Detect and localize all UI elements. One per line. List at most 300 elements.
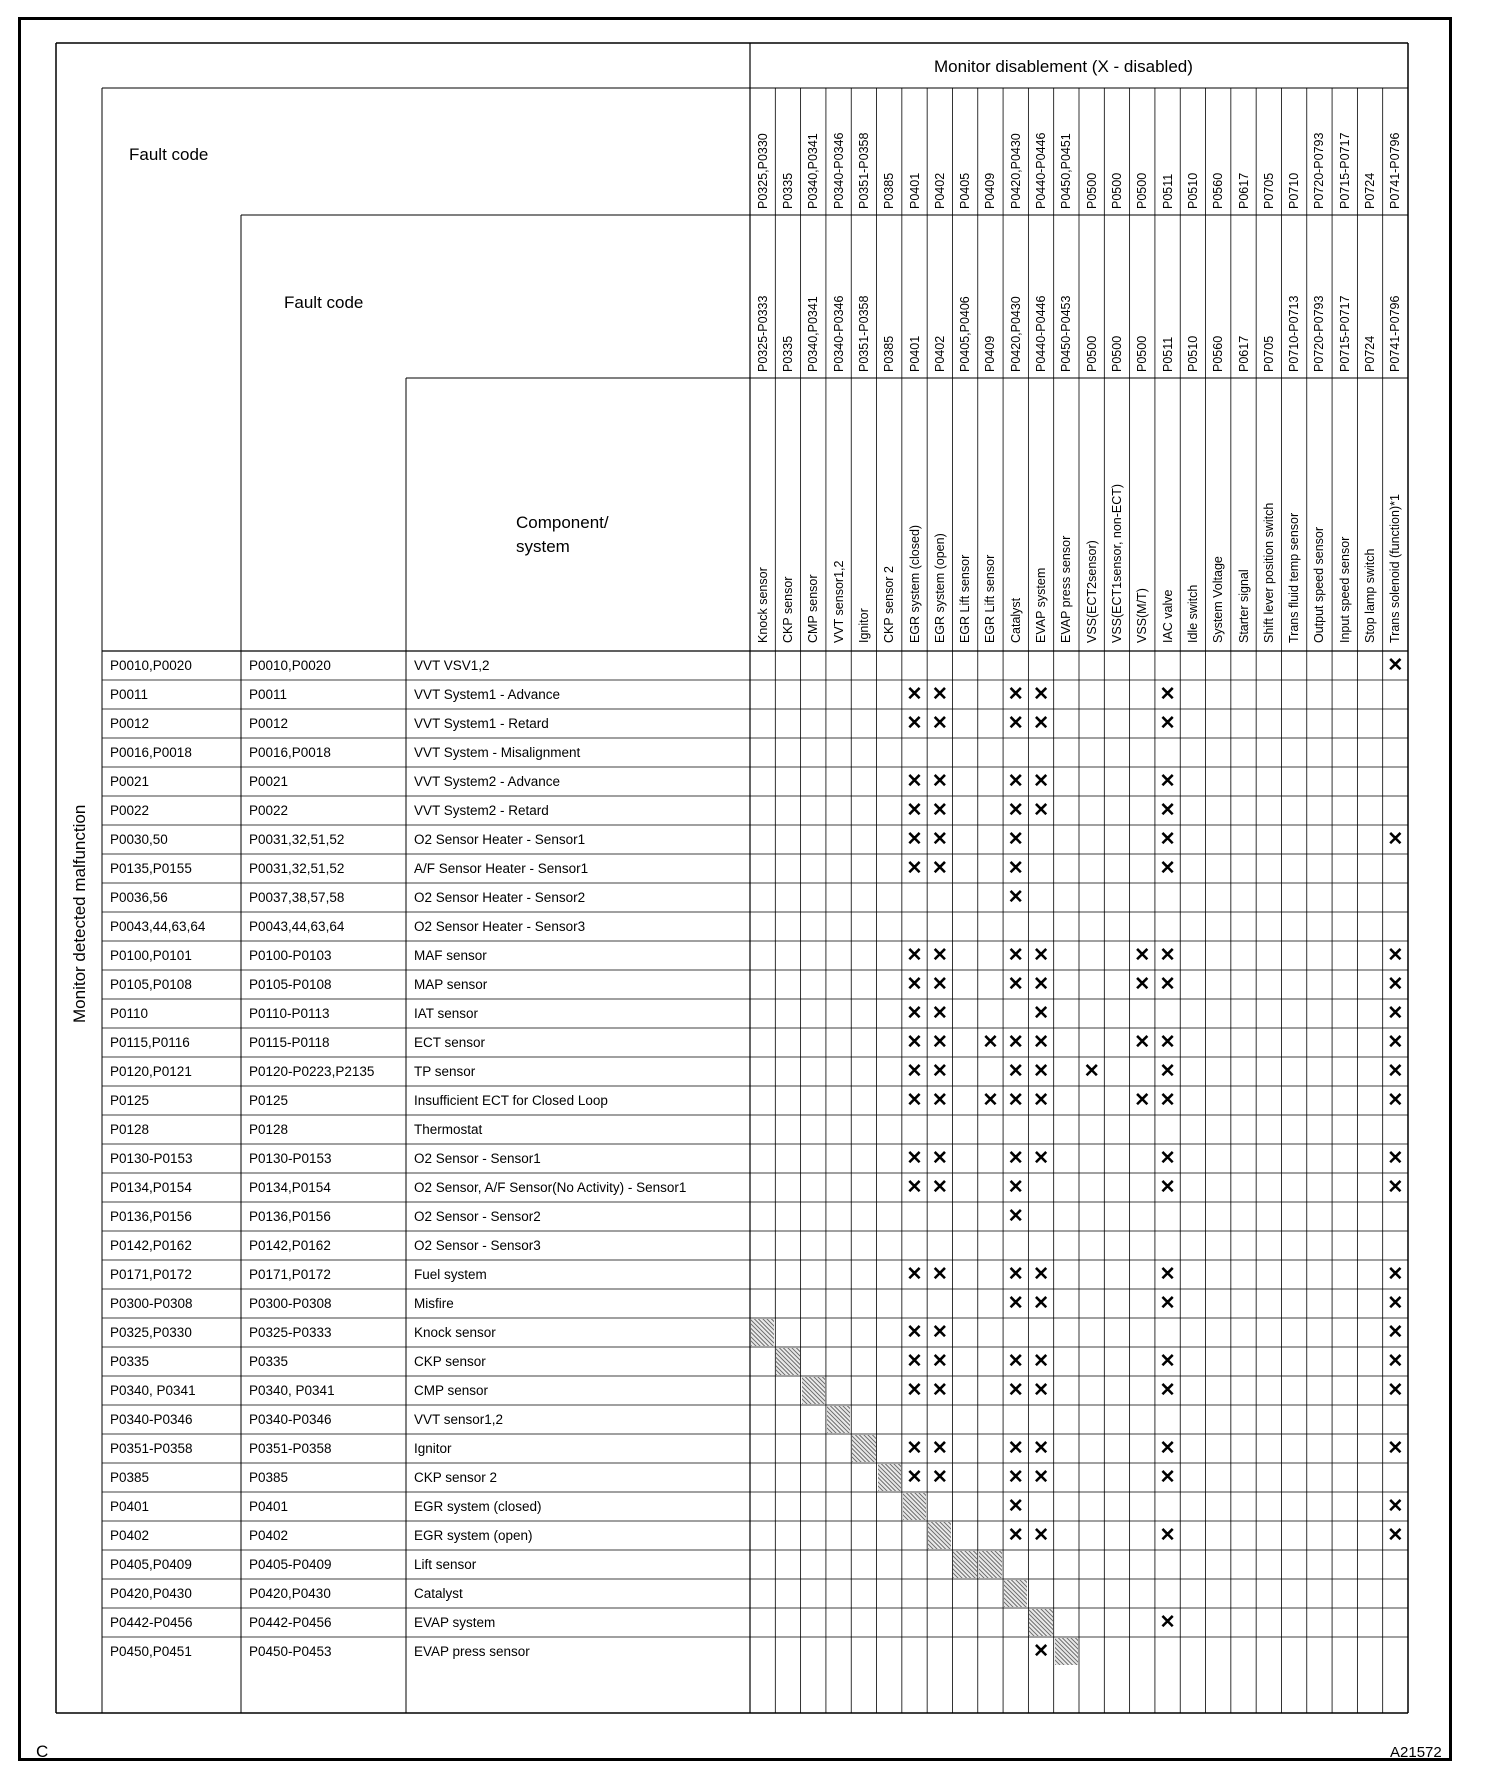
row-fault-code-detail: P0012 [249, 716, 289, 731]
row-component: MAP sensor [414, 977, 488, 992]
disabled-mark: ✕ [906, 713, 923, 734]
disabled-mark: ✕ [1007, 1525, 1024, 1546]
row-fault-code-detail: P0450-P0453 [249, 1644, 332, 1659]
disabled-mark: ✕ [906, 1061, 923, 1082]
row-fault-code-detail: P0136,P0156 [249, 1209, 331, 1224]
disabled-mark: ✕ [1159, 684, 1176, 705]
disabled-mark: ✕ [1033, 1525, 1049, 1546]
disabled-mark: ✕ [931, 771, 948, 792]
disabled-mark: ✕ [1007, 713, 1024, 734]
column-code-top: P0710 [1287, 172, 1302, 209]
disabled-mark: ✕ [1033, 1467, 1049, 1488]
disabled-mark: ✕ [1159, 858, 1176, 879]
disabled-mark: ✕ [1134, 945, 1151, 966]
disabled-mark: ✕ [982, 1090, 999, 1111]
row-fault-code: P0010,P0020 [110, 658, 192, 673]
column-code-mid: P0710-P0713 [1287, 295, 1302, 372]
disabled-mark: ✕ [1387, 974, 1404, 995]
disabled-mark: ✕ [1159, 1612, 1176, 1633]
disabled-mark: ✕ [1007, 1351, 1024, 1372]
disabled-mark: ✕ [931, 1467, 948, 1488]
disabled-mark: ✕ [1007, 1264, 1024, 1285]
column-component: System Voltage [1211, 556, 1226, 643]
column-component: Knock sensor [755, 567, 770, 643]
row-fault-code: P0325,P0330 [110, 1325, 192, 1340]
column-component: Output speed sensor [1312, 526, 1327, 643]
row-fault-code: P0335 [110, 1354, 150, 1369]
disabled-mark: ✕ [1033, 1264, 1049, 1285]
disabled-mark: ✕ [1387, 1061, 1404, 1082]
self-cell-shade [751, 1319, 774, 1346]
column-component: EVAP system [1034, 567, 1049, 643]
disabled-mark: ✕ [1007, 974, 1024, 995]
disabled-mark: ✕ [931, 800, 948, 821]
monitor-disablement-table [56, 43, 1408, 1713]
disabled-mark: ✕ [1007, 1496, 1024, 1517]
self-cell-shade [827, 1406, 850, 1433]
column-code-top: P0724 [1363, 172, 1378, 209]
disabled-mark: ✕ [1159, 829, 1176, 850]
row-component: Misfire [414, 1296, 454, 1311]
column-code-mid: P0500 [1084, 335, 1099, 372]
row-fault-code-detail: P0325-P0333 [249, 1325, 332, 1340]
disabled-mark: ✕ [1387, 1003, 1404, 1024]
disabled-mark: ✕ [1159, 1032, 1176, 1053]
row-fault-code: P0385 [110, 1470, 150, 1485]
disabled-mark: ✕ [1387, 1496, 1404, 1517]
disabled-mark: ✕ [1159, 771, 1176, 792]
row-fault-code: P0300-P0308 [110, 1296, 193, 1311]
disabled-mark: ✕ [1387, 829, 1404, 850]
row-fault-code-detail: P0043,44,63,64 [249, 919, 345, 934]
column-code-top: P0401 [907, 172, 922, 209]
self-cell-shade [1004, 1580, 1027, 1607]
row-component: Thermostat [414, 1122, 483, 1137]
self-cell-shade [852, 1435, 875, 1462]
disabled-mark: ✕ [1033, 684, 1049, 705]
row-component: ECT sensor [414, 1035, 486, 1050]
disabled-mark: ✕ [931, 713, 948, 734]
column-code-mid: P0402 [932, 335, 947, 372]
column-code-mid: P0335 [780, 335, 795, 372]
row-fault-code: P0142,P0162 [110, 1238, 192, 1253]
column-code-mid: P0325-P0333 [755, 295, 770, 372]
disabled-mark: ✕ [1159, 1525, 1176, 1546]
row-component: Fuel system [414, 1267, 487, 1282]
disabled-mark: ✕ [906, 945, 923, 966]
disabled-mark: ✕ [982, 1032, 999, 1053]
row-fault-code-detail: P0401 [249, 1499, 289, 1514]
disabled-mark: ✕ [931, 1148, 948, 1169]
column-code-top: P0385 [882, 172, 897, 209]
disabled-mark: ✕ [1159, 713, 1176, 734]
disabled-mark: ✕ [906, 974, 923, 995]
row-fault-code: P0351-P0358 [110, 1441, 193, 1456]
disabled-mark: ✕ [1033, 945, 1049, 966]
disabled-mark: ✕ [931, 684, 948, 705]
row-fault-code-detail: P0021 [249, 774, 289, 789]
disabled-mark: ✕ [1387, 1293, 1404, 1314]
row-fault-code-detail: P0128 [249, 1122, 289, 1137]
row-fault-code: P0135,P0155 [110, 861, 192, 876]
disabled-mark: ✕ [1387, 1438, 1404, 1459]
column-component: IAC valve [1160, 589, 1175, 643]
disabled-mark: ✕ [931, 1380, 948, 1401]
disabled-mark: ✕ [906, 1148, 923, 1169]
row-component: CMP sensor [414, 1383, 489, 1398]
disabled-mark: ✕ [1159, 1467, 1176, 1488]
disabled-mark: ✕ [931, 1177, 948, 1198]
corner-letter: C [36, 1742, 49, 1761]
disabled-mark: ✕ [906, 1032, 923, 1053]
disabled-mark: ✕ [1387, 1351, 1404, 1372]
disabled-mark: ✕ [1159, 1351, 1176, 1372]
self-cell-shade [979, 1551, 1002, 1578]
column-component: VSS(M/T) [1135, 588, 1150, 643]
column-code-top: P0440-P0446 [1034, 132, 1049, 209]
disabled-mark: ✕ [1007, 1061, 1024, 1082]
self-cell-shade [878, 1464, 901, 1491]
disabled-mark: ✕ [906, 1467, 923, 1488]
disabled-mark: ✕ [1033, 771, 1049, 792]
column-component: VSS(ECT1sensor, non-ECT) [1109, 483, 1124, 643]
row-component: VVT System2 - Advance [414, 774, 561, 789]
row-component: Insufficient ECT for Closed Loop [414, 1093, 608, 1108]
column-code-top: P0500 [1084, 172, 1099, 209]
row-fault-code-detail: P0442-P0456 [249, 1615, 332, 1630]
disabled-mark: ✕ [1033, 1090, 1049, 1111]
row-fault-code-detail: P0110-P0113 [249, 1006, 330, 1021]
column-code-mid: P0340-P0346 [831, 295, 846, 372]
column-code-mid: P0420,P0430 [1008, 296, 1023, 372]
row-fault-code: P0011 [110, 687, 149, 702]
row-fault-code-detail: P0105-P0108 [249, 977, 332, 992]
disabled-mark: ✕ [1007, 829, 1024, 850]
row-component: O2 Sensor - Sensor1 [414, 1151, 541, 1166]
column-component: VVT sensor1,2 [831, 560, 846, 643]
disabled-mark: ✕ [931, 945, 948, 966]
row-fault-code-detail: P0405-P0409 [249, 1557, 332, 1572]
column-code-mid: P0440-P0446 [1034, 295, 1049, 372]
column-code-top: P0617 [1236, 172, 1251, 209]
row-fault-code: P0021 [110, 774, 150, 789]
row-component: Ignitor [414, 1441, 452, 1456]
disabled-mark: ✕ [1007, 1467, 1024, 1488]
disabled-mark: ✕ [1159, 1061, 1176, 1082]
row-fault-code-detail: P0300-P0308 [249, 1296, 332, 1311]
row-fault-code-detail: P0142,P0162 [249, 1238, 331, 1253]
column-code-top: P0340-P0346 [831, 132, 846, 209]
row-fault-code: P0402 [110, 1528, 150, 1543]
disabled-mark: ✕ [906, 829, 923, 850]
disabled-mark: ✕ [931, 1032, 948, 1053]
disabled-mark: ✕ [1033, 713, 1049, 734]
disabled-mark: ✕ [931, 1090, 948, 1111]
self-cell-shade [1029, 1609, 1052, 1636]
row-fault-code: P0134,P0154 [110, 1180, 192, 1195]
disabled-mark: ✕ [931, 1003, 948, 1024]
row-component: VVT System2 - Retard [414, 803, 549, 818]
disabled-mark: ✕ [1387, 1264, 1404, 1285]
row-component: Lift sensor [414, 1557, 477, 1572]
disabled-mark: ✕ [1159, 974, 1176, 995]
row-group-label: Monitor detected malfunction [70, 804, 89, 1023]
row-component: A/F Sensor Heater - Sensor1 [414, 861, 589, 876]
self-cell-shade [928, 1522, 951, 1549]
row-fault-code-detail: P0130-P0153 [249, 1151, 332, 1166]
row-fault-code-detail: P0351-P0358 [249, 1441, 332, 1456]
disabled-mark: ✕ [1033, 800, 1049, 821]
monitor-disablement-heading: Monitor disablement (X - disabled) [934, 57, 1193, 76]
row-fault-code-detail: P0100-P0103 [249, 948, 332, 963]
column-component: EGR system (open) [932, 533, 947, 643]
row-fault-code: P0405,P0409 [110, 1557, 192, 1572]
self-cell-shade [1055, 1638, 1078, 1665]
disabled-mark: ✕ [1387, 1032, 1404, 1053]
disabled-mark: ✕ [1033, 1061, 1049, 1082]
disabled-mark: ✕ [1387, 1090, 1404, 1111]
row-fault-code-detail: P0340, P0341 [249, 1383, 335, 1398]
disabled-mark: ✕ [1033, 1351, 1049, 1372]
disabled-mark: ✕ [1033, 1148, 1049, 1169]
disabled-mark: ✕ [906, 1177, 923, 1198]
column-component: Idle switch [1185, 584, 1200, 643]
row-fault-code: P0136,P0156 [110, 1209, 192, 1224]
column-code-mid: P0617 [1236, 335, 1251, 372]
row-fault-code: P0043,44,63,64 [110, 919, 206, 934]
row-fault-code: P0420,P0430 [110, 1586, 192, 1601]
column-code-top: P0405 [958, 172, 973, 209]
row-fault-code: P0110 [110, 1006, 149, 1021]
row-fault-code-detail: P0385 [249, 1470, 289, 1485]
row-fault-code-detail: P0031,32,51,52 [249, 861, 345, 876]
row-component: VVT System1 - Retard [414, 716, 549, 731]
row-fault-code: P0100,P0101 [110, 948, 192, 963]
disabled-mark: ✕ [931, 1438, 948, 1459]
disabled-mark: ✕ [1033, 974, 1049, 995]
figure-id: A21572 [1390, 1744, 1442, 1761]
row-component: VVT VSV1,2 [414, 658, 490, 673]
disabled-mark: ✕ [1387, 945, 1404, 966]
disabled-mark: ✕ [1033, 1032, 1049, 1053]
column-code-top: P0340,P0341 [806, 133, 821, 209]
disabled-mark: ✕ [1387, 1525, 1404, 1546]
row-fault-code: P0016,P0018 [110, 745, 192, 760]
disabled-mark: ✕ [1083, 1061, 1100, 1082]
column-code-top: P0741-P0796 [1388, 132, 1403, 209]
disabled-mark: ✕ [1007, 1293, 1024, 1314]
disabled-mark: ✕ [1007, 1177, 1024, 1198]
row-fault-code-detail: P0402 [249, 1528, 289, 1543]
disabled-mark: ✕ [931, 1264, 948, 1285]
self-cell-shade [802, 1377, 825, 1404]
column-code-top: P0720-P0793 [1312, 132, 1327, 209]
row-component: EGR system (open) [414, 1528, 533, 1543]
row-fault-code-detail: P0120-P0223,P2135 [249, 1064, 375, 1079]
disabled-mark: ✕ [1007, 1032, 1024, 1053]
disabled-mark: ✕ [1007, 684, 1024, 705]
column-code-mid: P0511 [1160, 336, 1175, 372]
column-code-mid: P0500 [1109, 335, 1124, 372]
row-fault-code: P0450,P0451 [110, 1644, 192, 1659]
column-code-top: P0705 [1261, 172, 1276, 209]
row-component: O2 Sensor Heater - Sensor3 [414, 919, 586, 934]
disabled-mark: ✕ [1033, 1438, 1049, 1459]
disabled-mark: ✕ [1387, 655, 1404, 676]
row-fault-code-detail: P0010,P0020 [249, 658, 331, 673]
self-cell-shade [953, 1551, 976, 1578]
column-code-top: P0500 [1109, 172, 1124, 209]
disabled-mark: ✕ [906, 1438, 923, 1459]
row-fault-code-detail: P0125 [249, 1093, 289, 1108]
row-fault-code-detail: P0011 [249, 687, 288, 702]
disabled-mark: ✕ [906, 800, 923, 821]
column-code-top: P0510 [1185, 172, 1200, 209]
disabled-mark: ✕ [1134, 1090, 1151, 1111]
row-component: VVT System - Misalignment [414, 745, 581, 760]
table-grid [56, 43, 1408, 1713]
disabled-mark: ✕ [931, 974, 948, 995]
column-code-top: P0560 [1211, 172, 1226, 209]
row-component: Knock sensor [414, 1325, 496, 1340]
column-code-top: P0450,P0451 [1059, 133, 1074, 209]
fault-code-heading-mid: Fault code [284, 293, 364, 312]
column-component: Shift lever position switch [1261, 502, 1276, 643]
column-code-top: P0715-P0717 [1337, 132, 1352, 209]
disabled-mark: ✕ [1033, 1293, 1049, 1314]
column-code-top: P0335 [780, 172, 795, 209]
row-component: VVT System1 - Advance [414, 687, 561, 702]
disabled-mark: ✕ [1007, 800, 1024, 821]
column-code-mid: P0741-P0796 [1388, 295, 1403, 372]
column-code-mid: P0500 [1135, 335, 1150, 372]
column-code-mid: P0450-P0453 [1059, 295, 1074, 372]
disabled-mark: ✕ [931, 1351, 948, 1372]
column-code-mid: P0385 [882, 335, 897, 372]
row-component: O2 Sensor Heater - Sensor1 [414, 832, 586, 847]
disabled-mark: ✕ [1033, 1380, 1049, 1401]
disabled-mark: ✕ [1159, 1177, 1176, 1198]
column-component: EGR system (closed) [907, 524, 922, 643]
self-cell-shade [776, 1348, 799, 1375]
disabled-mark: ✕ [1387, 1322, 1404, 1343]
disabled-mark: ✕ [1007, 1090, 1024, 1111]
row-fault-code: P0130-P0153 [110, 1151, 193, 1166]
column-code-top: P0511 [1160, 173, 1175, 209]
row-component: EVAP system [414, 1615, 496, 1630]
row-fault-code: P0036,56 [110, 890, 168, 905]
row-fault-code-detail: P0037,38,57,58 [249, 890, 345, 905]
disabled-mark: ✕ [1387, 1380, 1404, 1401]
disabled-mark: ✕ [931, 1061, 948, 1082]
column-code-mid: P0351-P0358 [856, 295, 871, 372]
column-component: EGR Lift sensor [983, 554, 998, 643]
row-fault-code: P0115,P0116 [110, 1035, 190, 1050]
column-component: Input speed sensor [1337, 536, 1352, 643]
column-component: VSS(ECT2sensor) [1084, 540, 1099, 643]
row-fault-code-detail: P0134,P0154 [249, 1180, 331, 1195]
disabled-mark: ✕ [906, 1322, 923, 1343]
disabled-mark: ✕ [906, 684, 923, 705]
disabled-mark: ✕ [906, 1003, 923, 1024]
column-code-top: P0420,P0430 [1008, 133, 1023, 209]
row-component: O2 Sensor - Sensor3 [414, 1238, 541, 1253]
row-fault-code: P0120,P0121 [110, 1064, 192, 1079]
disabled-mark: ✕ [1007, 887, 1024, 908]
row-component: EVAP press sensor [414, 1644, 530, 1659]
column-code-mid: P0720-P0793 [1312, 295, 1327, 372]
disabled-mark: ✕ [1387, 1148, 1404, 1169]
column-component: CKP sensor 2 [882, 566, 897, 643]
row-component: O2 Sensor - Sensor2 [414, 1209, 541, 1224]
disabled-mark: ✕ [931, 1322, 948, 1343]
column-code-mid: P0715-P0717 [1337, 295, 1352, 372]
column-code-mid: P0401 [907, 335, 922, 372]
row-fault-code: P0022 [110, 803, 150, 818]
disabled-mark: ✕ [1033, 1003, 1049, 1024]
column-code-top: P0325,P0330 [755, 133, 770, 209]
row-fault-code-detail: P0420,P0430 [249, 1586, 331, 1601]
disabled-mark: ✕ [1007, 1438, 1024, 1459]
row-component: O2 Sensor Heater - Sensor2 [414, 890, 586, 905]
column-component: CKP sensor [780, 576, 795, 643]
row-component: CKP sensor [414, 1354, 486, 1369]
column-component: EGR Lift sensor [958, 554, 973, 643]
disabled-mark: ✕ [1159, 1438, 1176, 1459]
column-component: Stop lamp switch [1363, 548, 1378, 643]
disabled-mark: ✕ [906, 771, 923, 792]
disabled-mark: ✕ [1159, 1264, 1176, 1285]
row-fault-code: P0012 [110, 716, 150, 731]
disabled-mark: ✕ [906, 1351, 923, 1372]
column-component: CMP sensor [806, 574, 821, 643]
disabled-mark: ✕ [906, 1380, 923, 1401]
column-component: EVAP press sensor [1059, 535, 1074, 643]
row-fault-code: P0340, P0341 [110, 1383, 196, 1398]
row-fault-code: P0125 [110, 1093, 150, 1108]
column-code-mid: P0705 [1261, 335, 1276, 372]
column-code-mid: P0405,P0406 [958, 296, 973, 372]
row-fault-code: P0128 [110, 1122, 150, 1137]
disabled-mark: ✕ [1007, 1206, 1024, 1227]
row-fault-code: P0105,P0108 [110, 977, 192, 992]
column-component: Catalyst [1008, 597, 1023, 643]
disabled-mark: ✕ [906, 858, 923, 879]
disabled-mark: ✕ [1159, 1293, 1176, 1314]
row-component: EGR system (closed) [414, 1499, 542, 1514]
row-fault-code: P0340-P0346 [110, 1412, 193, 1427]
column-component: Trans solenoid (function)*1 [1388, 494, 1403, 643]
row-fault-code-detail: P0335 [249, 1354, 289, 1369]
disabled-mark: ✕ [1159, 1148, 1176, 1169]
column-component: Starter signal [1236, 569, 1251, 643]
column-component: Ignitor [856, 608, 871, 643]
disabled-mark: ✕ [1159, 800, 1176, 821]
column-code-top: P0409 [983, 172, 998, 209]
column-code-mid: P0409 [983, 335, 998, 372]
row-component: CKP sensor 2 [414, 1470, 498, 1485]
disabled-mark: ✕ [1007, 945, 1024, 966]
fault-code-heading-top: Fault code [129, 145, 209, 164]
disabled-mark: ✕ [1007, 771, 1024, 792]
disabled-mark: ✕ [1007, 1148, 1024, 1169]
row-fault-code-detail: P0022 [249, 803, 289, 818]
row-fault-code-detail: P0171,P0172 [249, 1267, 331, 1282]
column-code-mid: P0340,P0341 [806, 296, 821, 372]
row-fault-code-detail: P0031,32,51,52 [249, 832, 345, 847]
disabled-mark: ✕ [1007, 1380, 1024, 1401]
column-code-top: P0402 [932, 172, 947, 209]
